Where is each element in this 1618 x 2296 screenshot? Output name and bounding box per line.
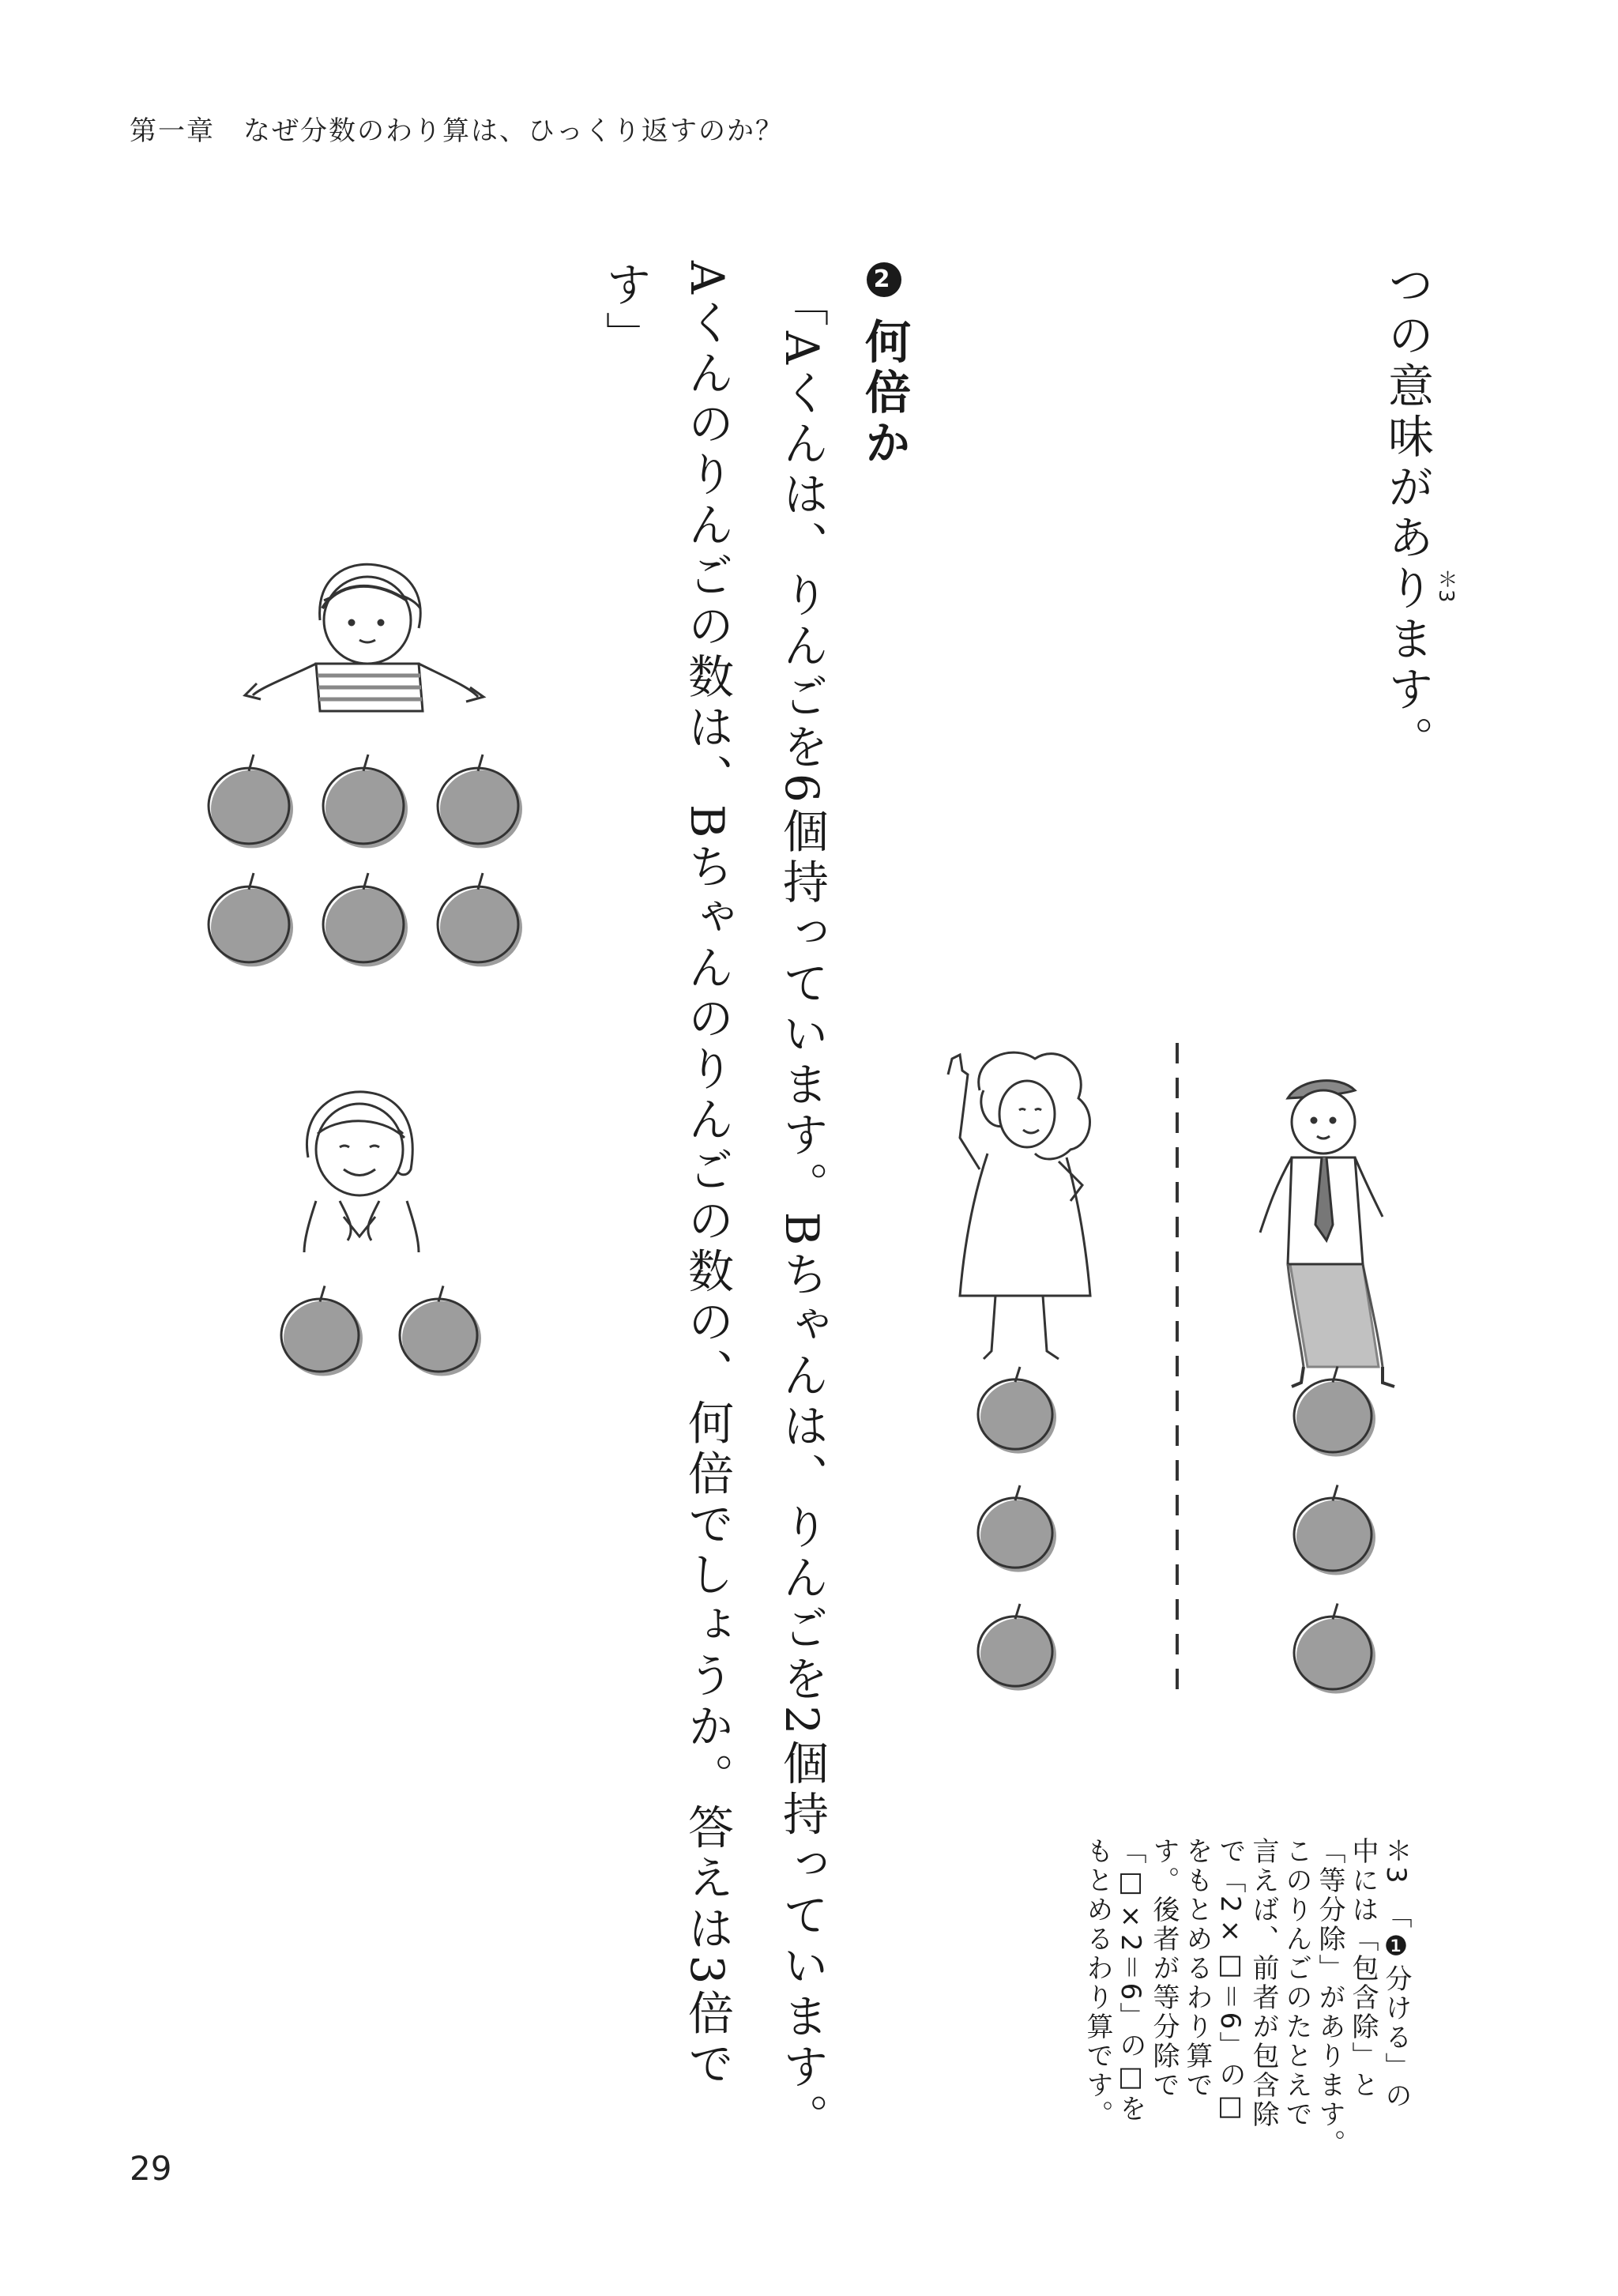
body-line-1: 「Aくんは、りんごを6個持っています。Bちゃんは、りんごを2個持っています。 <box>775 280 829 2144</box>
apple <box>978 1604 1056 1691</box>
footnote-line: 言えば、前者が包含除 <box>1247 1837 1279 2129</box>
boy-figure <box>245 564 484 711</box>
footnote-line: 「等分除」があります。 <box>1314 1837 1345 2159</box>
apple <box>438 755 522 848</box>
boy-figure-with-six-apples <box>198 545 529 988</box>
intro-text: つの意味があります。 <box>1380 261 1434 766</box>
apple <box>978 1367 1056 1454</box>
apple <box>323 755 408 848</box>
apple <box>438 873 522 966</box>
apple <box>1294 1367 1375 1457</box>
heading-number-badge: 2 <box>867 262 901 297</box>
apple <box>978 1485 1056 1572</box>
girl-figure <box>304 1092 419 1252</box>
man-three-apples-group <box>1294 1367 1375 1694</box>
footnote-reference: ＊3 <box>1434 569 1458 603</box>
two-apples-group <box>281 1286 481 1376</box>
footnote-line: ＊3 「❶分ける」の <box>1380 1837 1412 2111</box>
apple <box>323 873 408 966</box>
dashed-divider <box>1169 1043 1185 1691</box>
apple <box>1294 1604 1375 1694</box>
apple <box>209 755 293 848</box>
apple <box>400 1286 481 1376</box>
footnote-line: 中には「包含除」と <box>1347 1837 1379 2100</box>
apple <box>281 1286 363 1376</box>
apple <box>1294 1485 1375 1575</box>
footnote-line: このりんごのたとえで <box>1281 1837 1312 2129</box>
girl-figure-with-two-apples <box>261 1082 498 1391</box>
footnote-line: をもとめるわり算で <box>1181 1837 1213 2100</box>
apple <box>209 873 293 966</box>
intro-line <box>1380 261 1434 766</box>
page-number: 29 <box>130 2149 172 2188</box>
woman-three-apples-group <box>978 1367 1056 1691</box>
body-line-3: す」 <box>598 261 652 362</box>
section-heading <box>857 262 911 469</box>
running-head: 第一章 なぜ分数のわり算は、ひっくり返すのか？ <box>130 115 784 147</box>
footnote-line: 「□×2＝6」の□を <box>1115 1837 1146 2125</box>
six-apples-group <box>209 755 522 966</box>
curly-woman-figure <box>948 1052 1090 1359</box>
heading-text: 何倍か <box>857 318 911 469</box>
body-line-2: Aくんのりんごの数は、Bちゃんのりんごの数の、何倍でしょうか。答えは3倍で <box>680 261 734 2091</box>
footnote-line: もとめるわり算です。 <box>1082 1837 1113 2129</box>
beret-man-figure <box>1260 1081 1394 1387</box>
footnote-line: す。後者が等分除で <box>1148 1837 1180 2100</box>
beret-man-with-three-apples <box>1244 1067 1410 1675</box>
curly-woman-with-three-apples <box>924 1043 1114 1675</box>
footnote-line: で「2×□＝6」の□ <box>1214 1837 1246 2125</box>
